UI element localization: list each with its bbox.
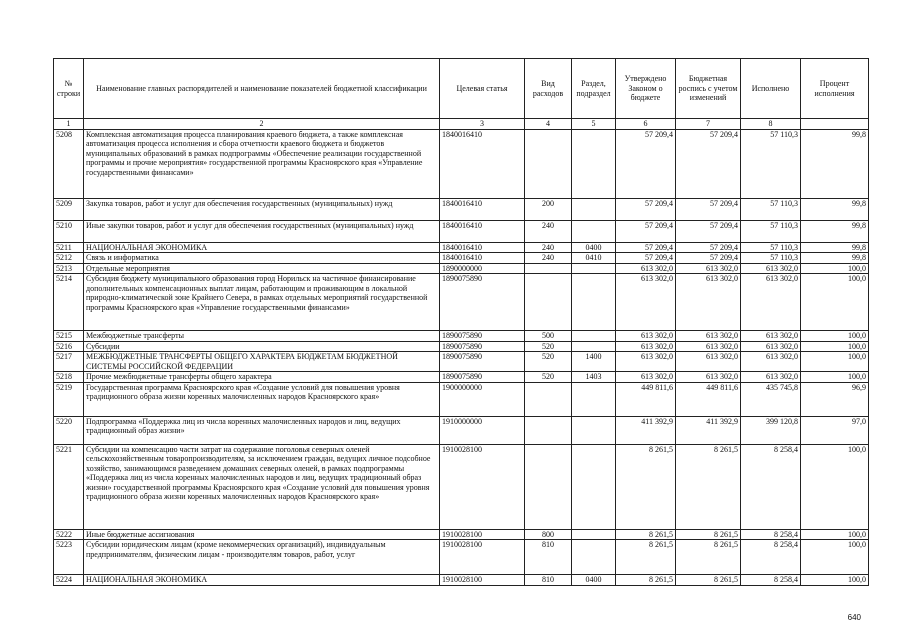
col-number: 5 [572,119,616,130]
row-number: 5213 [54,263,84,274]
row-approved: 613 302,0 [616,352,676,372]
table-row [54,575,869,586]
row-target: 1900000000 [440,382,525,416]
row-executed: 435 745,8 [741,382,801,416]
col-number: 2 [84,119,440,130]
row-number: 5216 [54,341,84,352]
row-approved: 57 209,4 [616,198,676,220]
col-header-row-no: № строки [54,59,84,119]
row-section [572,274,616,331]
row-executed: 613 302,0 [741,331,801,342]
row-budget: 613 302,0 [676,341,741,352]
row-section: 1403 [572,372,616,383]
table-row [54,274,869,331]
table-row [54,331,869,342]
row-number: 5218 [54,372,84,383]
row-approved: 8 261,5 [616,529,676,540]
row-target: 1890075890 [440,352,525,372]
table-row [54,129,869,198]
row-executed: 57 110,3 [741,129,801,198]
table-row [54,198,869,220]
row-target: 1890075890 [440,274,525,331]
row-executed: 399 120,8 [741,416,801,444]
row-section [572,220,616,242]
table-row [54,352,869,372]
row-approved: 8 261,5 [616,540,676,575]
row-approved: 613 302,0 [616,274,676,331]
row-budget: 613 302,0 [676,372,741,383]
table-row [54,372,869,383]
row-name: Иные закупки товаров, работ и услуг для обеспечения государственных (муниципальных) нужд [84,220,440,242]
row-target: 1840016410 [440,220,525,242]
row-name: МЕЖБЮДЖЕТНЫЕ ТРАНСФЕРТЫ ОБЩЕГО ХАРАКТЕРА БЮДЖЕТАМ БЮДЖЕТНОЙ СИСТЕМЫ РОССИЙСКОЙ ФЕДЕРАЦИИ [84,352,440,372]
row-percent: 100,0 [801,341,869,352]
row-target: 1910028100 [440,540,525,575]
row-budget: 57 209,4 [676,220,741,242]
row-percent: 96,9 [801,382,869,416]
col-number: 4 [525,119,572,130]
row-section [572,444,616,529]
col-header-budget-list: Бюджетная роспись с учетом изменений [676,59,741,119]
row-name: Комплексная автоматизация процесса планирования краевого бюджета, а также комплексная автоматизация процесса исполнения и сбора отчетности краевого бюджета и бюджетов муниципальных образований в рамках подпрограммы «Обеспечение реализации государственной программы и прочие мероприятия» государственной программы Красноярского края «Управление государственными финансами» [84,129,440,198]
row-section [572,341,616,352]
row-name: НАЦИОНАЛЬНАЯ ЭКОНОМИКА [84,242,440,253]
row-executed: 8 258,4 [741,529,801,540]
row-target: 1840016410 [440,129,525,198]
row-target: 1890075890 [440,372,525,383]
row-executed: 613 302,0 [741,352,801,372]
row-name: Субсидии юридическим лицам (кроме некоммерческих организаций), индивидуальным предпринимателям, физическим лицам - производителям товаров, работ, услуг [84,540,440,575]
row-number: 5212 [54,253,84,264]
table-row [54,444,869,529]
row-expense-type: 810 [525,540,572,575]
row-target: 1910000000 [440,416,525,444]
col-header-section: Раздел, подраздел [572,59,616,119]
row-expense-type: 200 [525,198,572,220]
row-approved: 8 261,5 [616,444,676,529]
row-number: 5214 [54,274,84,331]
row-expense-type [525,444,572,529]
col-header-executed: Исполнено [741,59,801,119]
row-name: Субсидии на компенсацию части затрат на содержание поголовья северных оленей сельскохозяйственным товаропроизводителям, за исключением граждан, ведущих личное подсобное хозяйство, занимающимся разведением домашних северных оленей, в рамках подпрограммы «Поддержка лиц из числа коренных малочисленных народов и лиц, ведущих традиционный образ жизни» государственной программы Красноярского края «Создание условий для повышения уровня традиционного образа жизни коренных малочисленных народов Красноярского края» [84,444,440,529]
table-row [54,382,869,416]
row-approved: 613 302,0 [616,341,676,352]
row-percent: 100,0 [801,352,869,372]
row-number: 5215 [54,331,84,342]
row-name: Государственная программа Красноярского края «Создание условий для повышения уровня традиционного образа жизни коренных малочисленных народов Красноярского края» [84,382,440,416]
row-executed: 57 110,3 [741,253,801,264]
row-executed: 613 302,0 [741,263,801,274]
row-number: 5220 [54,416,84,444]
row-name: Субсидии [84,341,440,352]
row-number: 5217 [54,352,84,372]
row-target: 1840016410 [440,253,525,264]
row-approved: 613 302,0 [616,331,676,342]
col-number: 3 [440,119,525,130]
row-expense-type [525,382,572,416]
row-target: 1910028100 [440,575,525,586]
row-budget: 8 261,5 [676,529,741,540]
row-target: 1890075890 [440,331,525,342]
row-name: Связь и информатика [84,253,440,264]
row-expense-type: 520 [525,341,572,352]
table-row [54,416,869,444]
table-row [54,253,869,264]
col-header-approved: Утверждено Законом о бюджете [616,59,676,119]
row-section: 0410 [572,253,616,264]
row-executed: 613 302,0 [741,341,801,352]
row-percent: 100,0 [801,331,869,342]
row-budget: 57 209,4 [676,198,741,220]
col-number [801,119,869,130]
row-approved: 449 811,6 [616,382,676,416]
row-budget: 8 261,5 [676,444,741,529]
row-section [572,540,616,575]
row-section: 0400 [572,575,616,586]
row-executed: 57 110,3 [741,198,801,220]
col-header-expense-type: Вид расходов [525,59,572,119]
row-percent: 99,8 [801,220,869,242]
row-executed: 8 258,4 [741,575,801,586]
row-expense-type [525,129,572,198]
row-percent: 100,0 [801,444,869,529]
row-expense-type [525,416,572,444]
row-approved: 8 261,5 [616,575,676,586]
row-approved: 411 392,9 [616,416,676,444]
row-percent: 97,0 [801,416,869,444]
row-number: 5223 [54,540,84,575]
row-number: 5221 [54,444,84,529]
row-executed: 8 258,4 [741,444,801,529]
row-executed: 57 110,3 [741,220,801,242]
row-percent: 100,0 [801,575,869,586]
row-approved: 613 302,0 [616,263,676,274]
row-number: 5210 [54,220,84,242]
row-expense-type [525,263,572,274]
table-row [54,242,869,253]
row-executed: 613 302,0 [741,274,801,331]
col-number: 7 [676,119,741,130]
row-budget: 613 302,0 [676,263,741,274]
page-number: 640 [847,613,861,622]
row-percent: 99,8 [801,242,869,253]
row-expense-type: 240 [525,253,572,264]
row-section [572,129,616,198]
row-target: 1840016410 [440,198,525,220]
row-section [572,198,616,220]
column-numbers-row [54,119,869,130]
row-number: 5224 [54,575,84,586]
row-name: Субсидия бюджету муниципального образования город Норильск на частичное финансирование дополнительных компенсационных выплат лицам, работающим и проживающим в локальной природно-климатической зоне Крайнего Севера, в рамках отдельных мероприятий государственной программы Красноярского края «Управление государственными финансами» [84,274,440,331]
row-budget: 57 209,4 [676,253,741,264]
col-number: 8 [741,119,801,130]
row-percent: 99,8 [801,198,869,220]
row-target: 1910028100 [440,444,525,529]
table-row [54,341,869,352]
row-section [572,263,616,274]
row-expense-type: 520 [525,372,572,383]
row-number: 5211 [54,242,84,253]
row-expense-type: 520 [525,352,572,372]
row-target: 1890000000 [440,263,525,274]
row-target: 1840016410 [440,242,525,253]
table-row [54,529,869,540]
row-percent: 99,8 [801,253,869,264]
row-section [572,331,616,342]
col-header-percent: Процент исполнения [801,59,869,119]
budget-execution-table [53,58,869,586]
row-budget: 57 209,4 [676,129,741,198]
row-section [572,416,616,444]
row-executed: 8 258,4 [741,540,801,575]
row-number: 5209 [54,198,84,220]
row-executed: 613 302,0 [741,372,801,383]
row-target: 1890075890 [440,341,525,352]
row-budget: 613 302,0 [676,352,741,372]
table-row [54,220,869,242]
row-budget: 411 392,9 [676,416,741,444]
row-expense-type: 240 [525,242,572,253]
row-section [572,529,616,540]
row-budget: 613 302,0 [676,274,741,331]
row-name: Закупка товаров, работ и услуг для обеспечения государственных (муниципальных) нужд [84,198,440,220]
row-percent: 100,0 [801,263,869,274]
row-expense-type: 810 [525,575,572,586]
row-name: Межбюджетные трансферты [84,331,440,342]
row-approved: 57 209,4 [616,220,676,242]
row-number: 5219 [54,382,84,416]
row-percent: 99,8 [801,129,869,198]
table-row [54,540,869,575]
row-approved: 57 209,4 [616,129,676,198]
row-executed: 57 110,3 [741,242,801,253]
row-approved: 613 302,0 [616,372,676,383]
row-expense-type: 800 [525,529,572,540]
row-percent: 100,0 [801,372,869,383]
row-section [572,382,616,416]
row-expense-type [525,274,572,331]
header-row [54,59,869,119]
row-number: 5208 [54,129,84,198]
row-budget: 449 811,6 [676,382,741,416]
row-percent: 100,0 [801,540,869,575]
row-section: 1400 [572,352,616,372]
row-number: 5222 [54,529,84,540]
row-name: НАЦИОНАЛЬНАЯ ЭКОНОМИКА [84,575,440,586]
row-name: Подпрограмма «Поддержка лиц из числа коренных малочисленных народов и лиц, ведущих традиционный образ жизни» [84,416,440,444]
row-target: 1910028100 [440,529,525,540]
row-name: Отдельные мероприятия [84,263,440,274]
row-budget: 8 261,5 [676,575,741,586]
row-expense-type: 500 [525,331,572,342]
row-budget: 8 261,5 [676,540,741,575]
row-name: Иные бюджетные ассигнования [84,529,440,540]
row-budget: 613 302,0 [676,331,741,342]
col-number: 6 [616,119,676,130]
row-section: 0400 [572,242,616,253]
col-header-target: Целевая статья [440,59,525,119]
table-row [54,263,869,274]
row-percent: 100,0 [801,529,869,540]
col-number: 1 [54,119,84,130]
row-name: Прочие межбюджетные трансферты общего характера [84,372,440,383]
row-expense-type: 240 [525,220,572,242]
row-percent: 100,0 [801,274,869,331]
col-header-name: Наименование главных распорядителей и наименование показателей бюджетной классификации [84,59,440,119]
row-approved: 57 209,4 [616,242,676,253]
row-budget: 57 209,4 [676,242,741,253]
row-approved: 57 209,4 [616,253,676,264]
